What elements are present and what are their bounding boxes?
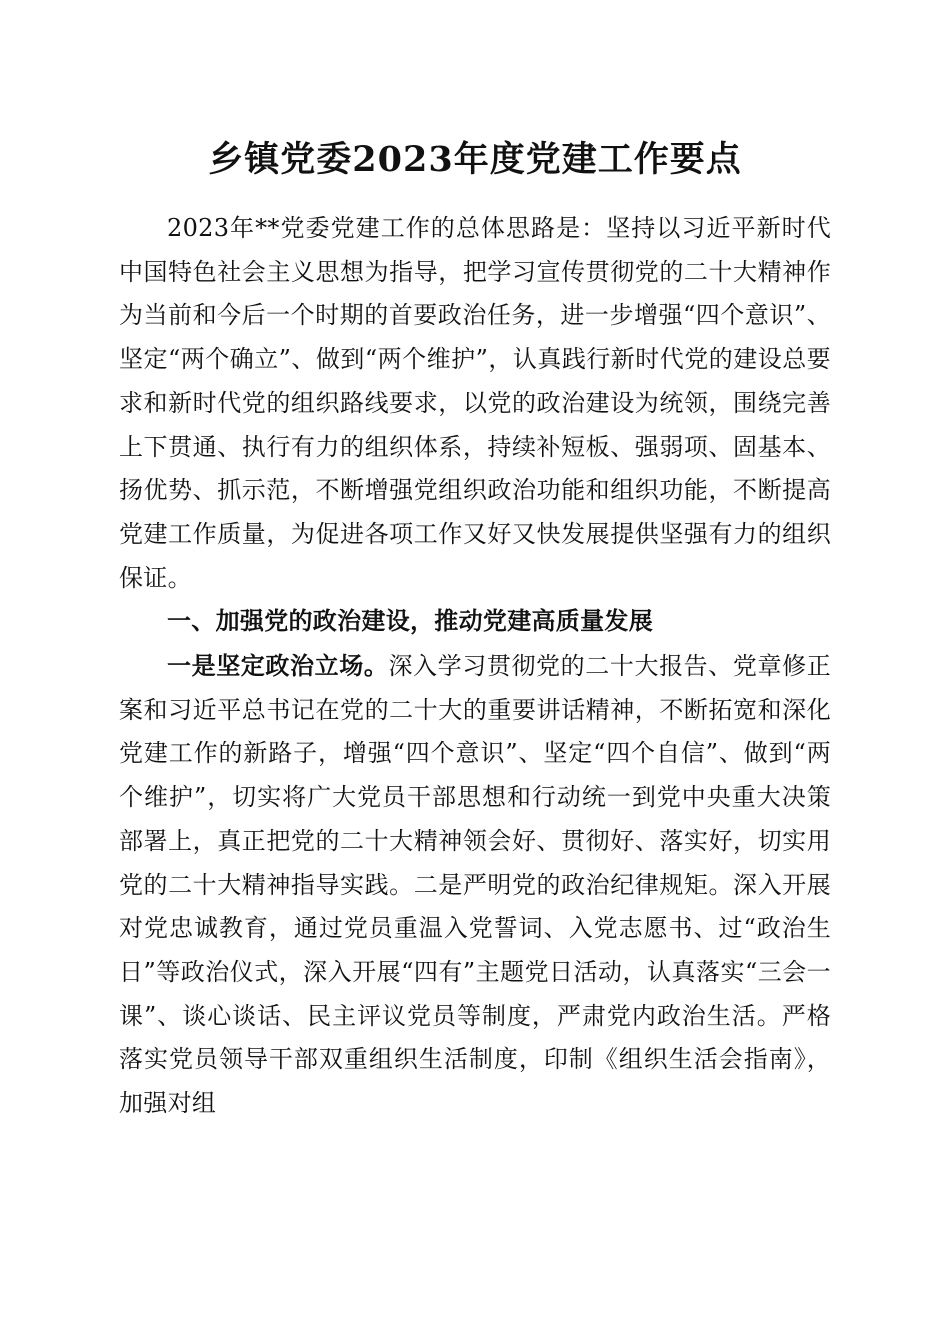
section-heading: 一、加强党的政治建设，推动党建高质量发展 (167, 607, 653, 636)
document-title: 乡镇党委2023年度党建工作要点 (208, 139, 742, 180)
lead-phrase-1: 一是坚定政治立场。 (167, 651, 389, 681)
intro-paragraph: 2023年**党委党建工作的总体思路是：坚持以习近平新时代中国特色社会主义思想为指导，把学习宣传贯彻党的二十大精神作为当前和今后一个时期的首要政治任务，进一步增强“四个意识”、坚定“两个确立”、做到“两个维护”，认真践行新时代党的建设总要求和新时代党的组织路线要求，以党的政治建设为统领，围绕完善上下贯通、执行有力的组织体系，持续补短板、强弱项、固基本、扬优势、抓示范，不断增强党组织政治功能和组织功能，不断提高党建工作质量，为促进各项工作又好又快发展提供坚强有力的组织保证。 (119, 214, 831, 592)
section-paragraph (119, 644, 831, 1126)
section-text-1: 深入学习贯彻党的二十大报告、党章修正案和习近平总书记在党的二十大的重要讲话精神，不断拓宽和深化党建工作的新路子，增强“四个意识”、坚定“四个自信”、做到“两个维护”，切实将广大党员干部思想和行动统一到党中央重大决策部署上，真正把党的二十大精神领会好、贯彻好、落实好，切实用党的二十大精神指导实践。 (119, 652, 831, 899)
document-body (119, 207, 831, 1126)
section-text-2: 深入开展对党忠诚教育，通过党员重温入党誓词、入党志愿书、过“政治生日”等政治仪式，深入开展“四有”主题党日活动，认真落实“三会一课”、谈心谈话、民主评议党员等制度，严肃党内政治生活。严格落实党员领导干部双重组织生活制度，印制《组织生活会指南》，加强对组 (119, 870, 831, 1118)
lead-phrase-2: 二是严明党的政治纪律规矩。 (413, 870, 734, 899)
